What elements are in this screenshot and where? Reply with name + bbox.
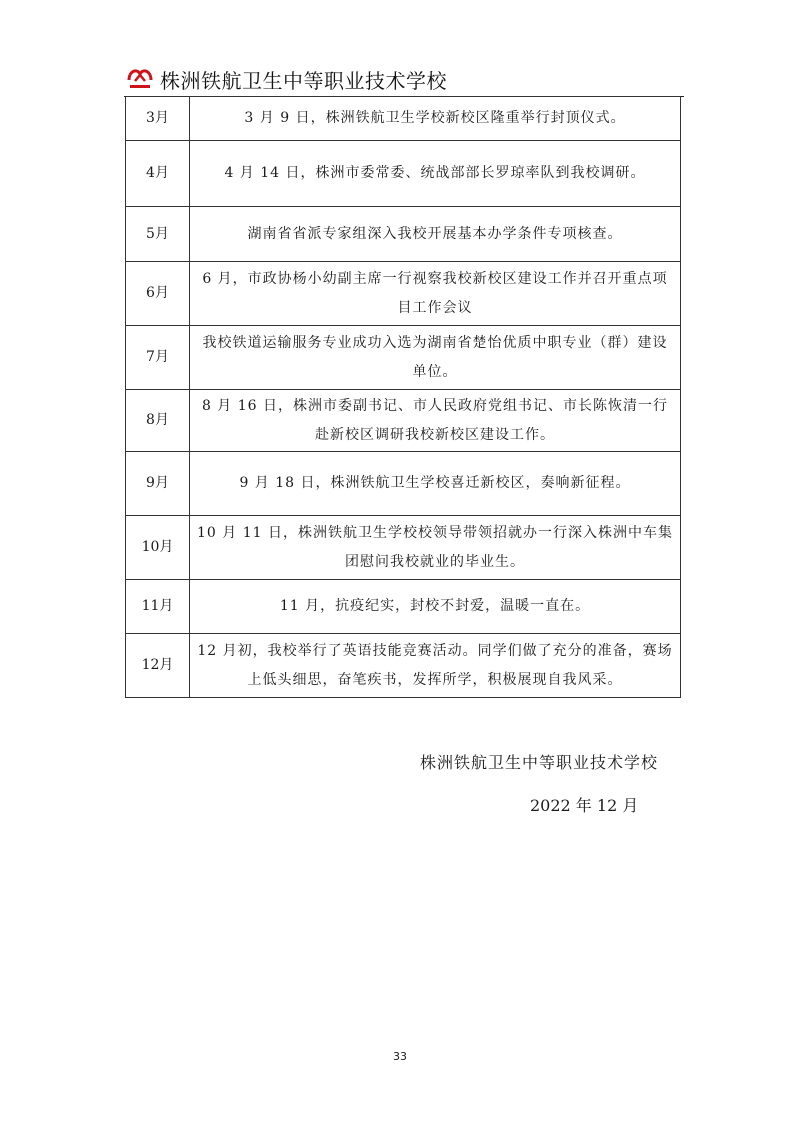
month-cell: 9月 <box>126 452 190 516</box>
page-number: 33 <box>393 1050 407 1063</box>
events-table <box>125 96 681 698</box>
table-row <box>126 326 681 390</box>
table-row <box>126 634 681 698</box>
event-description: 12 月初，我校举行了英语技能竞赛活动。同学们做了充分的准备，赛场上低头细思，奋笔疾书，发挥所学，积极展现自我风采。 <box>190 634 681 698</box>
signature: 株洲铁航卫生中等职业技术学校 <box>420 753 659 772</box>
event-description: 8 月 16 日，株洲市委副书记、市人民政府党组书记、市长陈恢清一行赴新校区调研我校新校区建设工作。 <box>190 390 681 452</box>
header-school-name: 株洲铁航卫生中等职业技术学校 <box>160 69 447 93</box>
table-row <box>126 262 681 326</box>
event-description: 我校铁道运输服务专业成功入选为湖南省楚怡优质中职专业（群）建设单位。 <box>190 326 681 390</box>
month-cell: 3月 <box>126 97 190 141</box>
event-description: 11 月，抗疫纪实，封校不封爱，温暖一直在。 <box>190 580 681 634</box>
table-row <box>126 390 681 452</box>
month-cell: 8月 <box>126 390 190 452</box>
event-description: 9 月 18 日，株洲铁航卫生学校喜迁新校区，奏响新征程。 <box>190 452 681 516</box>
signature-date: 2022 年 12 月 <box>530 796 639 815</box>
table-row <box>126 207 681 262</box>
month-cell: 5月 <box>126 207 190 262</box>
event-description: 10 月 11 日，株洲铁航卫生学校校领导带领招就办一行深入株洲中车集团慰问我校就业的毕业生。 <box>190 516 681 580</box>
month-cell: 10月 <box>126 516 190 580</box>
month-cell: 12月 <box>126 634 190 698</box>
month-cell: 4月 <box>126 141 190 207</box>
month-cell: 11月 <box>126 580 190 634</box>
event-description: 4 月 14 日，株洲市委常委、统战部部长罗琼率队到我校调研。 <box>190 141 681 207</box>
school-logo-icon <box>126 66 154 90</box>
table-row <box>126 452 681 516</box>
event-description: 3 月 9 日，株洲铁航卫生学校新校区隆重举行封顶仪式。 <box>190 97 681 141</box>
event-description: 6 月，市政协杨小幼副主席一行视察我校新校区建设工作并召开重点项目工作会议 <box>190 262 681 326</box>
page-header <box>124 62 684 97</box>
table-row <box>126 580 681 634</box>
table-row <box>126 516 681 580</box>
event-description: 湖南省省派专家组深入我校开展基本办学条件专项核查。 <box>190 207 681 262</box>
month-cell: 7月 <box>126 326 190 390</box>
table-row <box>126 141 681 207</box>
table-row <box>126 97 681 141</box>
month-cell: 6月 <box>126 262 190 326</box>
